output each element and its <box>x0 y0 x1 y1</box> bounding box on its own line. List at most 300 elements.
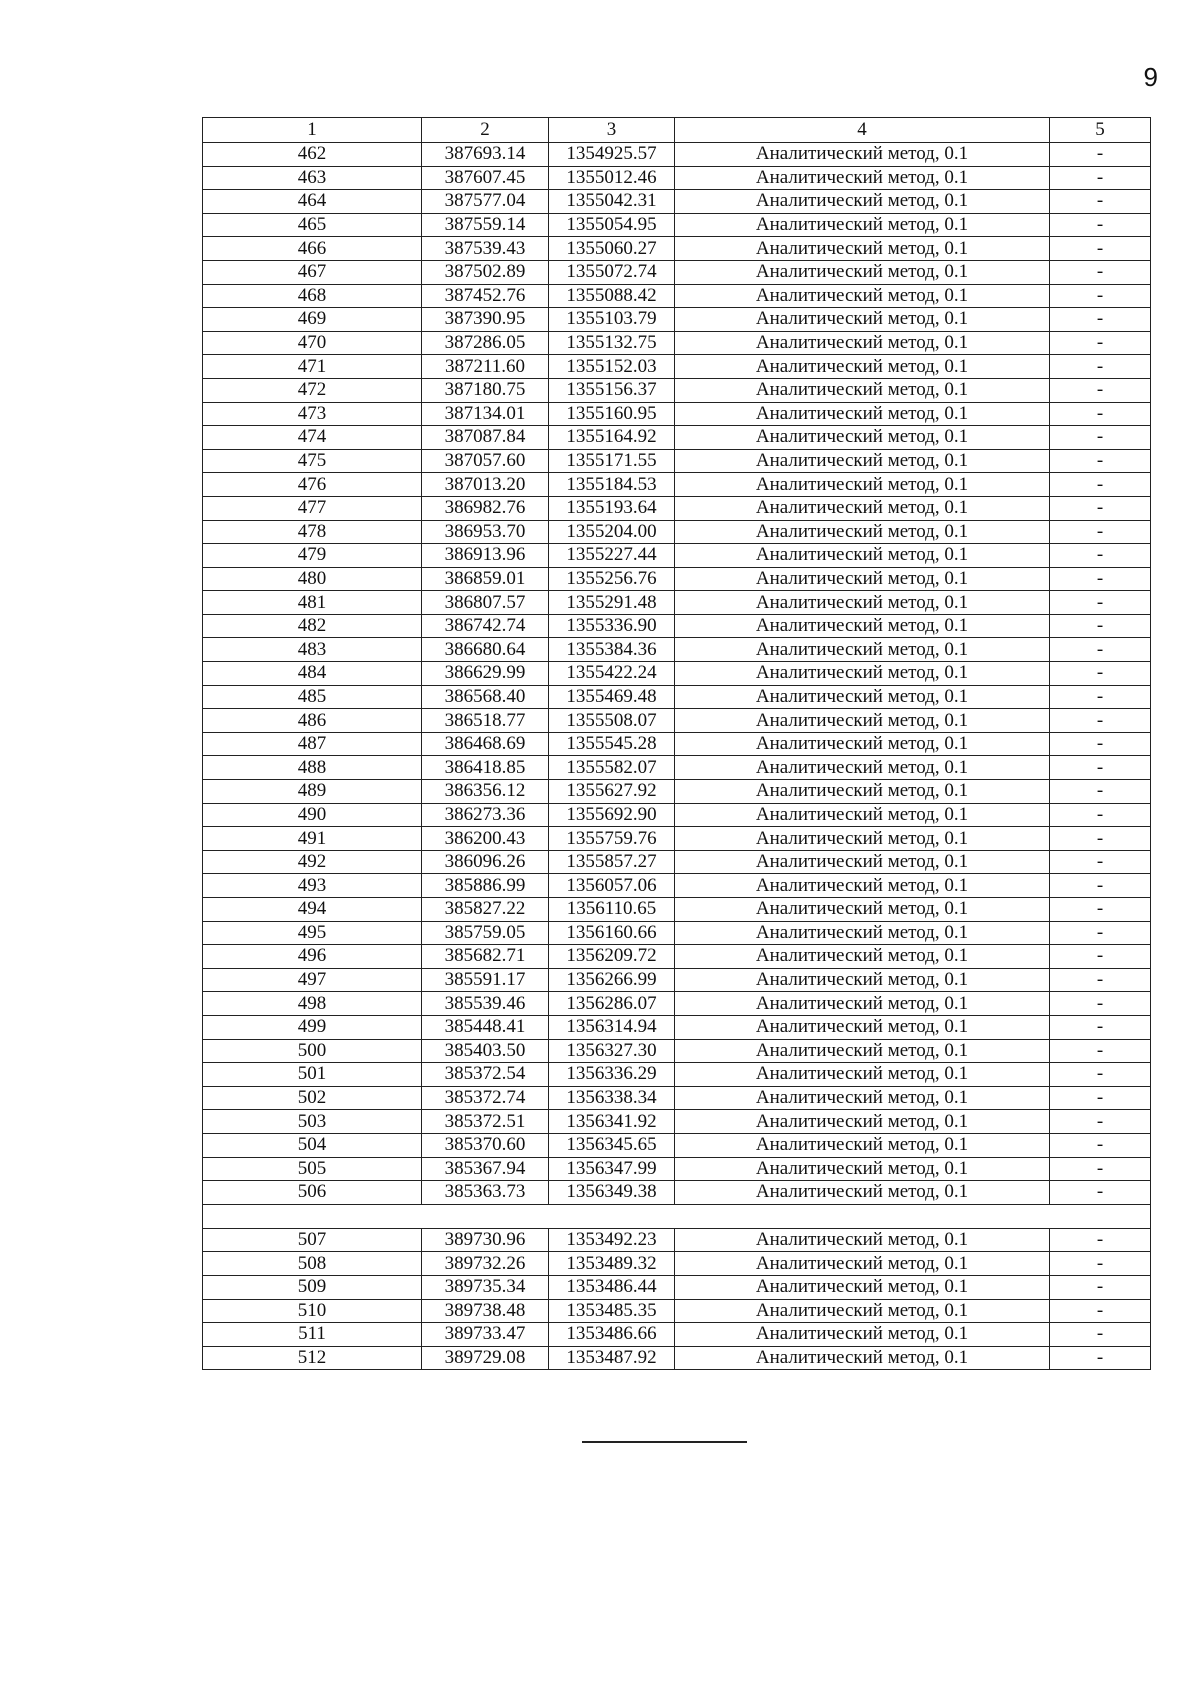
y-coordinate-cell: 1353486.44 <box>549 1275 675 1299</box>
table-header-row <box>203 118 1151 143</box>
point-number-cell: 498 <box>203 992 422 1016</box>
point-number-cell: 473 <box>203 402 422 426</box>
note-cell: - <box>1050 166 1151 190</box>
x-coordinate-cell: 385448.41 <box>422 1015 549 1039</box>
y-coordinate-cell: 1355204.00 <box>549 520 675 544</box>
y-coordinate-cell: 1355545.28 <box>549 732 675 756</box>
x-coordinate-cell: 386273.36 <box>422 803 549 827</box>
method-cell: Аналитический метод, 0.1 <box>675 402 1050 426</box>
y-coordinate-cell: 1356266.99 <box>549 968 675 992</box>
point-number-cell: 506 <box>203 1181 422 1205</box>
method-cell: Аналитический метод, 0.1 <box>675 143 1050 167</box>
note-cell: - <box>1050 402 1151 426</box>
y-coordinate-cell: 1355422.24 <box>549 662 675 686</box>
method-cell: Аналитический метод, 0.1 <box>675 308 1050 332</box>
x-coordinate-cell: 389730.96 <box>422 1228 549 1252</box>
note-cell: - <box>1050 213 1151 237</box>
method-cell: Аналитический метод, 0.1 <box>675 520 1050 544</box>
y-coordinate-cell: 1355582.07 <box>549 756 675 780</box>
table-row <box>203 1039 1151 1063</box>
table-body-group-1 <box>203 143 1151 1205</box>
x-coordinate-cell: 389729.08 <box>422 1346 549 1370</box>
y-coordinate-cell: 1353485.35 <box>549 1299 675 1323</box>
table-row <box>203 378 1151 402</box>
x-coordinate-cell: 385370.60 <box>422 1133 549 1157</box>
table-row <box>203 803 1151 827</box>
note-cell: - <box>1050 473 1151 497</box>
point-number-cell: 468 <box>203 284 422 308</box>
y-coordinate-cell: 1355184.53 <box>549 473 675 497</box>
table-row <box>203 780 1151 804</box>
y-coordinate-cell: 1355171.55 <box>549 449 675 473</box>
note-cell: - <box>1050 1181 1151 1205</box>
note-cell: - <box>1050 638 1151 662</box>
table-row <box>203 331 1151 355</box>
method-cell: Аналитический метод, 0.1 <box>675 591 1050 615</box>
note-cell: - <box>1050 850 1151 874</box>
point-number-cell: 479 <box>203 544 422 568</box>
point-number-cell: 470 <box>203 331 422 355</box>
method-cell: Аналитический метод, 0.1 <box>675 1039 1050 1063</box>
method-cell: Аналитический метод, 0.1 <box>675 166 1050 190</box>
method-cell: Аналитический метод, 0.1 <box>675 1252 1050 1276</box>
table-row <box>203 685 1151 709</box>
point-number-cell: 493 <box>203 874 422 898</box>
y-coordinate-cell: 1355227.44 <box>549 544 675 568</box>
method-cell: Аналитический метод, 0.1 <box>675 992 1050 1016</box>
point-number-cell: 504 <box>203 1133 422 1157</box>
method-cell: Аналитический метод, 0.1 <box>675 426 1050 450</box>
x-coordinate-cell: 386859.01 <box>422 567 549 591</box>
column-header: 1 <box>203 118 422 143</box>
y-coordinate-cell: 1355160.95 <box>549 402 675 426</box>
table-row <box>203 591 1151 615</box>
y-coordinate-cell: 1356286.07 <box>549 992 675 1016</box>
note-cell: - <box>1050 378 1151 402</box>
y-coordinate-cell: 1355508.07 <box>549 709 675 733</box>
empty-separator-row <box>203 1204 1151 1228</box>
x-coordinate-cell: 387087.84 <box>422 426 549 450</box>
point-number-cell: 508 <box>203 1252 422 1276</box>
note-cell: - <box>1050 355 1151 379</box>
note-cell: - <box>1050 968 1151 992</box>
method-cell: Аналитический метод, 0.1 <box>675 544 1050 568</box>
point-number-cell: 510 <box>203 1299 422 1323</box>
point-number-cell: 503 <box>203 1110 422 1134</box>
table-row <box>203 945 1151 969</box>
y-coordinate-cell: 1356349.38 <box>549 1181 675 1205</box>
y-coordinate-cell: 1353487.92 <box>549 1346 675 1370</box>
method-cell: Аналитический метод, 0.1 <box>675 1299 1050 1323</box>
note-cell: - <box>1050 1086 1151 1110</box>
x-coordinate-cell: 386200.43 <box>422 827 549 851</box>
y-coordinate-cell: 1356341.92 <box>549 1110 675 1134</box>
y-coordinate-cell: 1355857.27 <box>549 850 675 874</box>
note-cell: - <box>1050 732 1151 756</box>
note-cell: - <box>1050 1133 1151 1157</box>
y-coordinate-cell: 1355072.74 <box>549 260 675 284</box>
table-row <box>203 756 1151 780</box>
point-number-cell: 465 <box>203 213 422 237</box>
note-cell: - <box>1050 780 1151 804</box>
y-coordinate-cell: 1356327.30 <box>549 1039 675 1063</box>
note-cell: - <box>1050 331 1151 355</box>
point-number-cell: 467 <box>203 260 422 284</box>
table-row <box>203 1323 1151 1347</box>
point-number-cell: 492 <box>203 850 422 874</box>
point-number-cell: 469 <box>203 308 422 332</box>
note-cell: - <box>1050 591 1151 615</box>
y-coordinate-cell: 1353486.66 <box>549 1323 675 1347</box>
method-cell: Аналитический метод, 0.1 <box>675 473 1050 497</box>
method-cell: Аналитический метод, 0.1 <box>675 803 1050 827</box>
note-cell: - <box>1050 567 1151 591</box>
x-coordinate-cell: 385591.17 <box>422 968 549 992</box>
page-number: 9 <box>1143 62 1158 92</box>
column-header: 3 <box>549 118 675 143</box>
y-coordinate-cell: 1356209.72 <box>549 945 675 969</box>
y-coordinate-cell: 1355132.75 <box>549 331 675 355</box>
method-cell: Аналитический метод, 0.1 <box>675 1086 1050 1110</box>
table-row <box>203 166 1151 190</box>
table-row <box>203 520 1151 544</box>
note-cell: - <box>1050 1228 1151 1252</box>
x-coordinate-cell: 389733.47 <box>422 1323 549 1347</box>
y-coordinate-cell: 1355384.36 <box>549 638 675 662</box>
table-row <box>203 1181 1151 1205</box>
table-row <box>203 1252 1151 1276</box>
x-coordinate-cell: 386356.12 <box>422 780 549 804</box>
note-cell: - <box>1050 1157 1151 1181</box>
y-coordinate-cell: 1355088.42 <box>549 284 675 308</box>
method-cell: Аналитический метод, 0.1 <box>675 945 1050 969</box>
point-number-cell: 463 <box>203 166 422 190</box>
y-coordinate-cell: 1355759.76 <box>549 827 675 851</box>
y-coordinate-cell: 1355193.64 <box>549 496 675 520</box>
x-coordinate-cell: 389735.34 <box>422 1275 549 1299</box>
table-row <box>203 732 1151 756</box>
note-cell: - <box>1050 992 1151 1016</box>
method-cell: Аналитический метод, 0.1 <box>675 968 1050 992</box>
table-row <box>203 567 1151 591</box>
note-cell: - <box>1050 945 1151 969</box>
method-cell: Аналитический метод, 0.1 <box>675 449 1050 473</box>
table-row <box>203 850 1151 874</box>
y-coordinate-cell: 1355042.31 <box>549 190 675 214</box>
table-row <box>203 614 1151 638</box>
point-number-cell: 495 <box>203 921 422 945</box>
coordinates-table <box>202 117 1151 1370</box>
note-cell: - <box>1050 921 1151 945</box>
table-row <box>203 1299 1151 1323</box>
point-number-cell: 483 <box>203 638 422 662</box>
y-coordinate-cell: 1355164.92 <box>549 426 675 450</box>
x-coordinate-cell: 386807.57 <box>422 591 549 615</box>
method-cell: Аналитический метод, 0.1 <box>675 190 1050 214</box>
method-cell: Аналитический метод, 0.1 <box>675 284 1050 308</box>
table-row <box>203 308 1151 332</box>
y-coordinate-cell: 1356345.65 <box>549 1133 675 1157</box>
method-cell: Аналитический метод, 0.1 <box>675 921 1050 945</box>
method-cell: Аналитический метод, 0.1 <box>675 1228 1050 1252</box>
y-coordinate-cell: 1356110.65 <box>549 898 675 922</box>
method-cell: Аналитический метод, 0.1 <box>675 496 1050 520</box>
x-coordinate-cell: 386629.99 <box>422 662 549 686</box>
y-coordinate-cell: 1354925.57 <box>549 143 675 167</box>
method-cell: Аналитический метод, 0.1 <box>675 1323 1050 1347</box>
point-number-cell: 482 <box>203 614 422 638</box>
point-number-cell: 496 <box>203 945 422 969</box>
x-coordinate-cell: 386568.40 <box>422 685 549 709</box>
y-coordinate-cell: 1356160.66 <box>549 921 675 945</box>
point-number-cell: 485 <box>203 685 422 709</box>
note-cell: - <box>1050 709 1151 733</box>
note-cell: - <box>1050 260 1151 284</box>
method-cell: Аналитический метод, 0.1 <box>675 1063 1050 1087</box>
table-row <box>203 355 1151 379</box>
x-coordinate-cell: 385682.71 <box>422 945 549 969</box>
note-cell: - <box>1050 308 1151 332</box>
note-cell: - <box>1050 544 1151 568</box>
y-coordinate-cell: 1355692.90 <box>549 803 675 827</box>
x-coordinate-cell: 385372.51 <box>422 1110 549 1134</box>
y-coordinate-cell: 1355103.79 <box>549 308 675 332</box>
x-coordinate-cell: 386953.70 <box>422 520 549 544</box>
x-coordinate-cell: 386680.64 <box>422 638 549 662</box>
point-number-cell: 494 <box>203 898 422 922</box>
column-header: 4 <box>675 118 1050 143</box>
note-cell: - <box>1050 874 1151 898</box>
point-number-cell: 477 <box>203 496 422 520</box>
point-number-cell: 476 <box>203 473 422 497</box>
y-coordinate-cell: 1355156.37 <box>549 378 675 402</box>
x-coordinate-cell: 386468.69 <box>422 732 549 756</box>
table-row <box>203 213 1151 237</box>
point-number-cell: 462 <box>203 143 422 167</box>
y-coordinate-cell: 1353489.32 <box>549 1252 675 1276</box>
end-of-document-rule <box>582 1441 747 1443</box>
y-coordinate-cell: 1355336.90 <box>549 614 675 638</box>
x-coordinate-cell: 387013.20 <box>422 473 549 497</box>
y-coordinate-cell: 1355291.48 <box>549 591 675 615</box>
x-coordinate-cell: 387180.75 <box>422 378 549 402</box>
method-cell: Аналитический метод, 0.1 <box>675 780 1050 804</box>
note-cell: - <box>1050 803 1151 827</box>
x-coordinate-cell: 387693.14 <box>422 143 549 167</box>
table-row <box>203 1086 1151 1110</box>
point-number-cell: 512 <box>203 1346 422 1370</box>
point-number-cell: 484 <box>203 662 422 686</box>
table-row <box>203 402 1151 426</box>
x-coordinate-cell: 387134.01 <box>422 402 549 426</box>
note-cell: - <box>1050 1110 1151 1134</box>
y-coordinate-cell: 1355256.76 <box>549 567 675 591</box>
x-coordinate-cell: 386982.76 <box>422 496 549 520</box>
table-row <box>203 992 1151 1016</box>
method-cell: Аналитический метод, 0.1 <box>675 355 1050 379</box>
x-coordinate-cell: 385403.50 <box>422 1039 549 1063</box>
point-number-cell: 471 <box>203 355 422 379</box>
method-cell: Аналитический метод, 0.1 <box>675 213 1050 237</box>
note-cell: - <box>1050 284 1151 308</box>
table-row <box>203 143 1151 167</box>
y-coordinate-cell: 1356336.29 <box>549 1063 675 1087</box>
x-coordinate-cell: 386518.77 <box>422 709 549 733</box>
table-row <box>203 473 1151 497</box>
y-coordinate-cell: 1353492.23 <box>549 1228 675 1252</box>
x-coordinate-cell: 387452.76 <box>422 284 549 308</box>
method-cell: Аналитический метод, 0.1 <box>675 874 1050 898</box>
note-cell: - <box>1050 685 1151 709</box>
note-cell: - <box>1050 496 1151 520</box>
table-row <box>203 1063 1151 1087</box>
method-cell: Аналитический метод, 0.1 <box>675 1110 1050 1134</box>
point-number-cell: 501 <box>203 1063 422 1087</box>
x-coordinate-cell: 387559.14 <box>422 213 549 237</box>
method-cell: Аналитический метод, 0.1 <box>675 1015 1050 1039</box>
table-row <box>203 544 1151 568</box>
x-coordinate-cell: 386418.85 <box>422 756 549 780</box>
x-coordinate-cell: 387539.43 <box>422 237 549 261</box>
method-cell: Аналитический метод, 0.1 <box>675 685 1050 709</box>
note-cell: - <box>1050 1275 1151 1299</box>
note-cell: - <box>1050 614 1151 638</box>
note-cell: - <box>1050 827 1151 851</box>
point-number-cell: 502 <box>203 1086 422 1110</box>
y-coordinate-cell: 1356314.94 <box>549 1015 675 1039</box>
point-number-cell: 490 <box>203 803 422 827</box>
method-cell: Аналитический метод, 0.1 <box>675 567 1050 591</box>
y-coordinate-cell: 1356338.34 <box>549 1086 675 1110</box>
point-number-cell: 466 <box>203 237 422 261</box>
table-row <box>203 638 1151 662</box>
note-cell: - <box>1050 143 1151 167</box>
table-body-group-2 <box>203 1228 1151 1370</box>
x-coordinate-cell: 387286.05 <box>422 331 549 355</box>
x-coordinate-cell: 385363.73 <box>422 1181 549 1205</box>
note-cell: - <box>1050 1063 1151 1087</box>
note-cell: - <box>1050 449 1151 473</box>
method-cell: Аналитический метод, 0.1 <box>675 1181 1050 1205</box>
x-coordinate-cell: 385372.74 <box>422 1086 549 1110</box>
note-cell: - <box>1050 1015 1151 1039</box>
note-cell: - <box>1050 426 1151 450</box>
method-cell: Аналитический метод, 0.1 <box>675 1275 1050 1299</box>
method-cell: Аналитический метод, 0.1 <box>675 850 1050 874</box>
method-cell: Аналитический метод, 0.1 <box>675 898 1050 922</box>
note-cell: - <box>1050 756 1151 780</box>
note-cell: - <box>1050 1299 1151 1323</box>
point-number-cell: 488 <box>203 756 422 780</box>
table-row <box>203 237 1151 261</box>
point-number-cell: 505 <box>203 1157 422 1181</box>
x-coordinate-cell: 386742.74 <box>422 614 549 638</box>
point-number-cell: 500 <box>203 1039 422 1063</box>
table-row <box>203 968 1151 992</box>
y-coordinate-cell: 1355054.95 <box>549 213 675 237</box>
y-coordinate-cell: 1355627.92 <box>549 780 675 804</box>
x-coordinate-cell: 385827.22 <box>422 898 549 922</box>
note-cell: - <box>1050 1323 1151 1347</box>
point-number-cell: 497 <box>203 968 422 992</box>
column-header: 5 <box>1050 118 1151 143</box>
note-cell: - <box>1050 520 1151 544</box>
x-coordinate-cell: 389738.48 <box>422 1299 549 1323</box>
x-coordinate-cell: 389732.26 <box>422 1252 549 1276</box>
point-number-cell: 487 <box>203 732 422 756</box>
table-row <box>203 496 1151 520</box>
table-row <box>203 1133 1151 1157</box>
y-coordinate-cell: 1356057.06 <box>549 874 675 898</box>
x-coordinate-cell: 386913.96 <box>422 544 549 568</box>
y-coordinate-cell: 1356347.99 <box>549 1157 675 1181</box>
table-row <box>203 1157 1151 1181</box>
y-coordinate-cell: 1355469.48 <box>549 685 675 709</box>
point-number-cell: 475 <box>203 449 422 473</box>
table-separator <box>203 1204 1151 1228</box>
method-cell: Аналитический метод, 0.1 <box>675 827 1050 851</box>
point-number-cell: 474 <box>203 426 422 450</box>
note-cell: - <box>1050 1039 1151 1063</box>
method-cell: Аналитический метод, 0.1 <box>675 1157 1050 1181</box>
method-cell: Аналитический метод, 0.1 <box>675 331 1050 355</box>
table-row <box>203 898 1151 922</box>
method-cell: Аналитический метод, 0.1 <box>675 756 1050 780</box>
table-row <box>203 827 1151 851</box>
table-row <box>203 874 1151 898</box>
table-row <box>203 1346 1151 1370</box>
note-cell: - <box>1050 898 1151 922</box>
table-row <box>203 709 1151 733</box>
method-cell: Аналитический метод, 0.1 <box>675 260 1050 284</box>
point-number-cell: 480 <box>203 567 422 591</box>
table-row <box>203 190 1151 214</box>
method-cell: Аналитический метод, 0.1 <box>675 614 1050 638</box>
method-cell: Аналитический метод, 0.1 <box>675 237 1050 261</box>
x-coordinate-cell: 387577.04 <box>422 190 549 214</box>
note-cell: - <box>1050 1346 1151 1370</box>
table-row <box>203 1110 1151 1134</box>
method-cell: Аналитический метод, 0.1 <box>675 378 1050 402</box>
method-cell: Аналитический метод, 0.1 <box>675 709 1050 733</box>
x-coordinate-cell: 385759.05 <box>422 921 549 945</box>
table-row <box>203 1015 1151 1039</box>
note-cell: - <box>1050 190 1151 214</box>
x-coordinate-cell: 385886.99 <box>422 874 549 898</box>
point-number-cell: 464 <box>203 190 422 214</box>
x-coordinate-cell: 385367.94 <box>422 1157 549 1181</box>
note-cell: - <box>1050 662 1151 686</box>
table-row <box>203 449 1151 473</box>
method-cell: Аналитический метод, 0.1 <box>675 1133 1050 1157</box>
method-cell: Аналитический метод, 0.1 <box>675 662 1050 686</box>
empty-cell <box>203 1204 1151 1228</box>
x-coordinate-cell: 387607.45 <box>422 166 549 190</box>
table-row <box>203 662 1151 686</box>
x-coordinate-cell: 385372.54 <box>422 1063 549 1087</box>
method-cell: Аналитический метод, 0.1 <box>675 732 1050 756</box>
table-row <box>203 260 1151 284</box>
column-header: 2 <box>422 118 549 143</box>
method-cell: Аналитический метод, 0.1 <box>675 1346 1050 1370</box>
point-number-cell: 511 <box>203 1323 422 1347</box>
point-number-cell: 478 <box>203 520 422 544</box>
x-coordinate-cell: 386096.26 <box>422 850 549 874</box>
note-cell: - <box>1050 237 1151 261</box>
x-coordinate-cell: 387502.89 <box>422 260 549 284</box>
point-number-cell: 499 <box>203 1015 422 1039</box>
y-coordinate-cell: 1355012.46 <box>549 166 675 190</box>
